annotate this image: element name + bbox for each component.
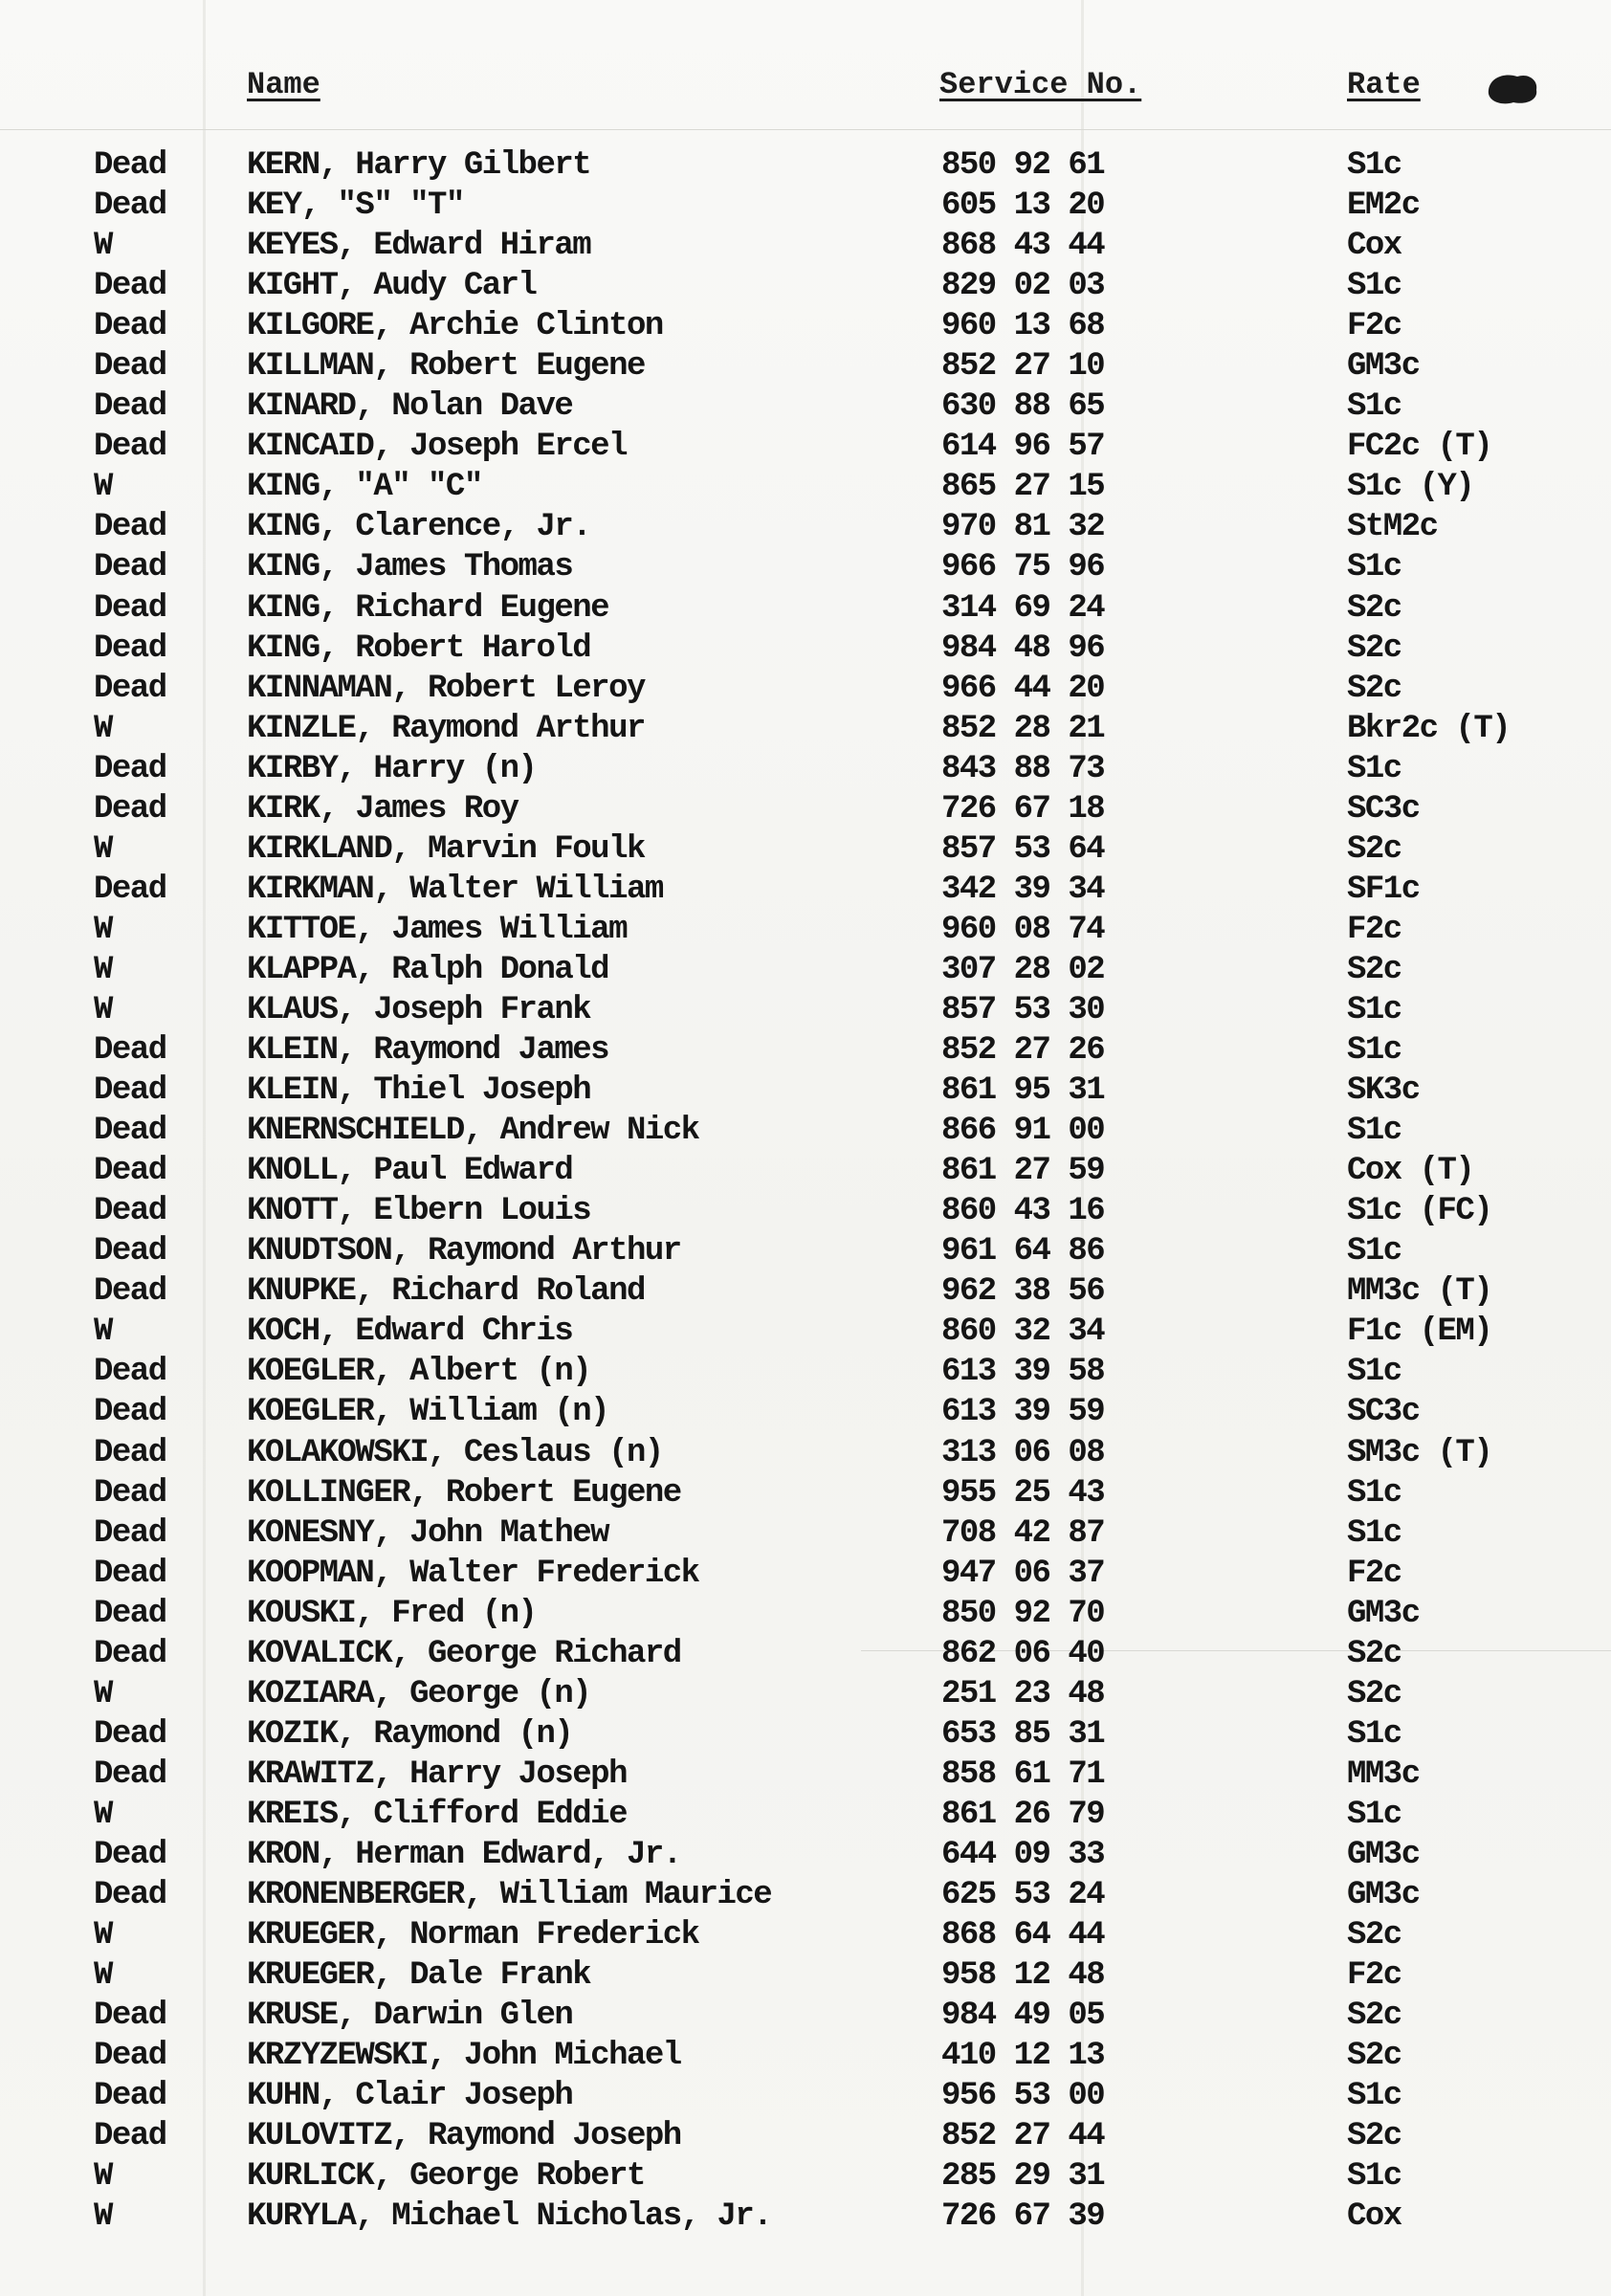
status-cell: Dead <box>94 1193 166 1230</box>
service-no-cell: 861 26 79 <box>941 1796 1105 1833</box>
service-no-cell: 850 92 70 <box>941 1595 1105 1632</box>
service-no-cell: 644 09 33 <box>941 1836 1105 1873</box>
service-no-cell: 858 61 71 <box>941 1755 1105 1793</box>
rate-cell: FC2c (T) <box>1347 429 1492 466</box>
service-no-cell: 342 39 34 <box>941 871 1105 908</box>
service-no-cell: 966 44 20 <box>941 670 1105 707</box>
table-row <box>0 1513 1611 1554</box>
name-cell: KOVALICK, George Richard <box>247 1635 681 1672</box>
service-no-cell: 984 48 96 <box>941 629 1105 667</box>
status-cell: Dead <box>94 1877 166 1914</box>
rate-cell: S2c <box>1347 1917 1401 1954</box>
status-cell: Dead <box>94 1836 166 1873</box>
rate-cell: SF1c <box>1347 871 1420 908</box>
rate-cell: S2c <box>1347 1635 1401 1672</box>
ink-blot-icon <box>1485 71 1540 107</box>
table-row <box>0 1111 1611 1151</box>
name-cell: KEY, "S" "T" <box>247 188 464 225</box>
table-row <box>0 990 1611 1030</box>
table-row <box>0 1030 1611 1071</box>
status-cell: Dead <box>94 670 166 707</box>
name-cell: KNUDTSON, Raymond Arthur <box>247 1233 681 1270</box>
status-cell: Dead <box>94 1394 166 1431</box>
table-row <box>0 1714 1611 1755</box>
name-cell: KING, Richard Eugene <box>247 589 609 627</box>
table-row <box>0 386 1611 427</box>
name-cell: KIRKMAN, Walter William <box>247 871 663 908</box>
name-cell: KOEGLER, William (n) <box>247 1394 609 1431</box>
service-no-cell: 613 39 59 <box>941 1394 1105 1431</box>
table-row <box>0 467 1611 507</box>
name-cell: KLEIN, Thiel Joseph <box>247 1072 591 1110</box>
table-row <box>0 950 1611 990</box>
rate-cell: GM3c <box>1347 348 1420 386</box>
rate-cell: S2c <box>1347 670 1401 707</box>
service-no-cell: 251 23 48 <box>941 1675 1105 1712</box>
table-row <box>0 427 1611 467</box>
table-row <box>0 1071 1611 1111</box>
name-cell: KOLAKOWSKI, Ceslaus (n) <box>247 1434 663 1471</box>
name-cell: KING, Robert Harold <box>247 629 591 667</box>
column-header-service-no: Service No. <box>939 67 1142 102</box>
table-header <box>0 67 1611 115</box>
name-cell: KOOPMAN, Walter Frederick <box>247 1555 699 1592</box>
status-cell: Dead <box>94 750 166 787</box>
table-row <box>0 1594 1611 1634</box>
rate-cell: F2c <box>1347 1957 1401 1995</box>
name-cell: KNOTT, Elbern Louis <box>247 1193 591 1230</box>
status-cell: W <box>94 1917 112 1954</box>
rate-cell: S1c <box>1347 1113 1401 1150</box>
table-row <box>0 1996 1611 2036</box>
service-no-cell: 970 81 32 <box>941 509 1105 546</box>
service-no-cell: 865 27 15 <box>941 469 1105 506</box>
service-no-cell: 843 88 73 <box>941 750 1105 787</box>
name-cell: KRZYZEWSKI, John Michael <box>247 2038 681 2075</box>
rate-cell: F2c <box>1347 911 1401 948</box>
service-no-cell: 868 64 44 <box>941 1917 1105 1954</box>
table-row <box>0 1875 1611 1915</box>
rate-cell: GM3c <box>1347 1595 1420 1632</box>
ruled-line <box>0 129 1611 130</box>
status-cell: Dead <box>94 1635 166 1672</box>
name-cell: KEYES, Edward Hiram <box>247 228 591 265</box>
rate-cell: S1c <box>1347 2078 1401 2115</box>
rate-cell: EM2c <box>1347 188 1420 225</box>
table-row <box>0 1271 1611 1312</box>
table-row <box>0 1392 1611 1432</box>
status-cell: Dead <box>94 871 166 908</box>
name-cell: KUHN, Clair Joseph <box>247 2078 573 2115</box>
rate-cell: GM3c <box>1347 1836 1420 1873</box>
rate-cell: SK3c <box>1347 1072 1420 1110</box>
name-cell: KOCH, Edward Chris <box>247 1314 573 1351</box>
status-cell: Dead <box>94 1273 166 1311</box>
rate-cell: SM3c (T) <box>1347 1434 1492 1471</box>
status-cell: W <box>94 2198 112 2236</box>
table-row <box>0 1231 1611 1271</box>
service-no-cell: 860 32 34 <box>941 1314 1105 1351</box>
rate-cell: S1c <box>1347 1233 1401 1270</box>
service-no-cell: 314 69 24 <box>941 589 1105 627</box>
table-row <box>0 1312 1611 1352</box>
rate-cell: S1c <box>1347 147 1401 184</box>
service-no-cell: 630 88 65 <box>941 388 1105 426</box>
table-row <box>0 186 1611 226</box>
rate-cell: S1c <box>1347 750 1401 787</box>
table-row <box>0 1755 1611 1795</box>
rate-cell: S1c <box>1347 1032 1401 1070</box>
table-row <box>0 2076 1611 2116</box>
status-cell: Dead <box>94 1434 166 1471</box>
name-cell: KULOVITZ, Raymond Joseph <box>247 2118 681 2155</box>
rate-cell: Cox <box>1347 228 1401 265</box>
status-cell: W <box>94 1314 112 1351</box>
status-cell: Dead <box>94 1153 166 1190</box>
name-cell: KING, James Thomas <box>247 549 573 586</box>
service-no-cell: 307 28 02 <box>941 951 1105 988</box>
service-no-cell: 960 13 68 <box>941 308 1105 345</box>
status-cell: Dead <box>94 147 166 184</box>
table-row <box>0 346 1611 386</box>
table-row <box>0 2116 1611 2156</box>
rate-cell: S2c <box>1347 2038 1401 2075</box>
name-cell: KOZIARA, George (n) <box>247 1675 591 1712</box>
rate-cell: S1c (Y) <box>1347 469 1474 506</box>
table-row <box>0 709 1611 749</box>
rate-cell: S2c <box>1347 830 1401 868</box>
rate-cell: S1c <box>1347 268 1401 305</box>
rate-cell: S2c <box>1347 1998 1401 2035</box>
name-cell: KRUSE, Darwin Glen <box>247 1998 573 2035</box>
status-cell: W <box>94 830 112 868</box>
table-row <box>0 1352 1611 1392</box>
service-no-cell: 726 67 18 <box>941 790 1105 828</box>
table-row <box>0 829 1611 870</box>
table-row <box>0 910 1611 950</box>
status-cell: W <box>94 2158 112 2196</box>
name-cell: KIRKLAND, Marvin Foulk <box>247 830 645 868</box>
name-cell: KURLICK, George Robert <box>247 2158 645 2196</box>
status-cell: Dead <box>94 388 166 426</box>
rate-cell: S1c <box>1347 1354 1401 1391</box>
status-cell: W <box>94 469 112 506</box>
rate-cell: F2c <box>1347 308 1401 345</box>
rate-cell: S1c <box>1347 1514 1401 1552</box>
status-cell: Dead <box>94 1032 166 1070</box>
status-cell: Dead <box>94 1755 166 1793</box>
service-no-cell: 852 27 44 <box>941 2118 1105 2155</box>
service-no-cell: 852 27 26 <box>941 1032 1105 1070</box>
service-no-cell: 605 13 20 <box>941 188 1105 225</box>
rate-cell: S2c <box>1347 1675 1401 1712</box>
name-cell: KRON, Herman Edward, Jr. <box>247 1836 681 1873</box>
rate-cell: S1c (FC) <box>1347 1193 1492 1230</box>
table-row <box>0 669 1611 709</box>
name-cell: KILLMAN, Robert Eugene <box>247 348 645 386</box>
service-no-cell: 947 06 37 <box>941 1555 1105 1592</box>
status-cell: Dead <box>94 2078 166 2115</box>
name-cell: KOZIK, Raymond (n) <box>247 1715 573 1753</box>
table-row <box>0 870 1611 910</box>
status-cell: W <box>94 1796 112 1833</box>
name-cell: KOEGLER, Albert (n) <box>247 1354 591 1391</box>
table-row <box>0 266 1611 306</box>
table-row <box>0 1433 1611 1473</box>
status-cell: W <box>94 1957 112 1995</box>
name-cell: KLEIN, Raymond James <box>247 1032 609 1070</box>
table-row <box>0 789 1611 829</box>
service-no-cell: 862 06 40 <box>941 1635 1105 1672</box>
status-cell: Dead <box>94 549 166 586</box>
table-row <box>0 1674 1611 1714</box>
table-row <box>0 1151 1611 1191</box>
name-cell: KILGORE, Archie Clinton <box>247 308 663 345</box>
table-row <box>0 1473 1611 1513</box>
rate-cell: F1c (EM) <box>1347 1314 1492 1351</box>
name-cell: KRUEGER, Dale Frank <box>247 1957 591 1995</box>
table-row <box>0 2156 1611 2197</box>
name-cell: KINNAMAN, Robert Leroy <box>247 670 645 707</box>
table-row <box>0 588 1611 629</box>
service-no-cell: 613 39 58 <box>941 1354 1105 1391</box>
name-cell: KNOLL, Paul Edward <box>247 1153 573 1190</box>
service-no-cell: 866 91 00 <box>941 1113 1105 1150</box>
status-cell: Dead <box>94 308 166 345</box>
status-cell: W <box>94 911 112 948</box>
rate-cell: Bkr2c (T) <box>1347 710 1511 747</box>
table-row <box>0 226 1611 266</box>
rate-cell: S2c <box>1347 629 1401 667</box>
name-cell: KINCAID, Joseph Ercel <box>247 429 627 466</box>
rate-cell: F2c <box>1347 1555 1401 1592</box>
service-no-cell: 962 38 56 <box>941 1273 1105 1311</box>
rate-cell: S1c <box>1347 1474 1401 1512</box>
status-cell: W <box>94 228 112 265</box>
status-cell: Dead <box>94 1354 166 1391</box>
status-cell: Dead <box>94 589 166 627</box>
table-row <box>0 749 1611 789</box>
table-row <box>0 1191 1611 1231</box>
name-cell: KING, "A" "C" <box>247 469 482 506</box>
name-cell: KNERNSCHIELD, Andrew Nick <box>247 1113 699 1150</box>
service-no-cell: 984 49 05 <box>941 1998 1105 2035</box>
status-cell: Dead <box>94 1514 166 1552</box>
rate-cell: SC3c <box>1347 790 1420 828</box>
status-cell: W <box>94 1675 112 1712</box>
name-cell: KONESNY, John Mathew <box>247 1514 609 1552</box>
service-no-cell: 861 27 59 <box>941 1153 1105 1190</box>
rate-cell: StM2c <box>1347 509 1438 546</box>
table-row <box>0 1554 1611 1594</box>
name-cell: KING, Clarence, Jr. <box>247 509 591 546</box>
name-cell: KOUSKI, Fred (n) <box>247 1595 537 1632</box>
service-no-cell: 829 02 03 <box>941 268 1105 305</box>
name-cell: KERN, Harry Gilbert <box>247 147 591 184</box>
name-cell: KINZLE, Raymond Arthur <box>247 710 645 747</box>
rate-cell: S1c <box>1347 549 1401 586</box>
service-no-cell: 285 29 31 <box>941 2158 1105 2196</box>
table-row <box>0 145 1611 186</box>
service-no-cell: 852 28 21 <box>941 710 1105 747</box>
status-cell: Dead <box>94 509 166 546</box>
name-cell: KIGHT, Audy Carl <box>247 268 537 305</box>
table-row <box>0 629 1611 669</box>
service-no-cell: 860 43 16 <box>941 1193 1105 1230</box>
status-cell: Dead <box>94 2118 166 2155</box>
rate-cell: S2c <box>1347 951 1401 988</box>
table-row <box>0 1915 1611 1955</box>
service-no-cell: 852 27 10 <box>941 348 1105 386</box>
status-cell: Dead <box>94 1998 166 2035</box>
table-row <box>0 547 1611 587</box>
name-cell: KRAWITZ, Harry Joseph <box>247 1755 627 1793</box>
status-cell: Dead <box>94 1233 166 1270</box>
service-no-cell: 956 53 00 <box>941 2078 1105 2115</box>
name-cell: KITTOE, James William <box>247 911 627 948</box>
status-cell: Dead <box>94 1595 166 1632</box>
name-cell: KNUPKE, Richard Roland <box>247 1273 645 1311</box>
rate-cell: S2c <box>1347 2118 1401 2155</box>
column-header-rate: Rate <box>1347 67 1421 102</box>
name-cell: KIRK, James Roy <box>247 790 519 828</box>
service-no-cell: 313 06 08 <box>941 1434 1105 1471</box>
rate-cell: S1c <box>1347 388 1401 426</box>
name-cell: KREIS, Clifford Eddie <box>247 1796 627 1833</box>
status-cell: W <box>94 991 112 1028</box>
service-no-cell: 960 08 74 <box>941 911 1105 948</box>
status-cell: Dead <box>94 1715 166 1753</box>
table-row <box>0 1835 1611 1875</box>
name-cell: KLAPPA, Ralph Donald <box>247 951 609 988</box>
status-cell: Dead <box>94 429 166 466</box>
rate-cell: S2c <box>1347 589 1401 627</box>
name-cell: KURYLA, Michael Nicholas, Jr. <box>247 2198 772 2236</box>
service-no-cell: 955 25 43 <box>941 1474 1105 1512</box>
rate-cell: Cox (T) <box>1347 1153 1474 1190</box>
service-no-cell: 961 64 86 <box>941 1233 1105 1270</box>
rate-cell: MM3c <box>1347 1755 1420 1793</box>
status-cell: Dead <box>94 1072 166 1110</box>
service-no-cell: 653 85 31 <box>941 1715 1105 1753</box>
table-row <box>0 1634 1611 1674</box>
rate-cell: S1c <box>1347 991 1401 1028</box>
rate-cell: S1c <box>1347 2158 1401 2196</box>
status-cell: Dead <box>94 1113 166 1150</box>
service-no-cell: 850 92 61 <box>941 147 1105 184</box>
status-cell: Dead <box>94 2038 166 2075</box>
name-cell: KRUEGER, Norman Frederick <box>247 1917 699 1954</box>
column-header-name: Name <box>247 67 320 102</box>
table-row <box>0 306 1611 346</box>
rate-cell: S1c <box>1347 1796 1401 1833</box>
service-no-cell: 614 96 57 <box>941 429 1105 466</box>
service-no-cell: 857 53 64 <box>941 830 1105 868</box>
status-cell: Dead <box>94 790 166 828</box>
service-no-cell: 857 53 30 <box>941 991 1105 1028</box>
service-no-cell: 410 12 13 <box>941 2038 1105 2075</box>
table-row <box>0 2036 1611 2076</box>
rate-cell: MM3c (T) <box>1347 1273 1492 1311</box>
status-cell: W <box>94 710 112 747</box>
name-cell: KIRBY, Harry (n) <box>247 750 537 787</box>
rate-cell: GM3c <box>1347 1877 1420 1914</box>
service-no-cell: 966 75 96 <box>941 549 1105 586</box>
rate-cell: SC3c <box>1347 1394 1420 1431</box>
status-cell: Dead <box>94 348 166 386</box>
status-cell: Dead <box>94 188 166 225</box>
service-no-cell: 726 67 39 <box>941 2198 1105 2236</box>
name-cell: KLAUS, Joseph Frank <box>247 991 591 1028</box>
service-no-cell: 861 95 31 <box>941 1072 1105 1110</box>
roster-table <box>0 145 1611 2237</box>
name-cell: KOLLINGER, Robert Eugene <box>247 1474 681 1512</box>
service-no-cell: 868 43 44 <box>941 228 1105 265</box>
status-cell: Dead <box>94 1474 166 1512</box>
service-no-cell: 958 12 48 <box>941 1957 1105 1995</box>
table-row <box>0 507 1611 547</box>
status-cell: Dead <box>94 629 166 667</box>
name-cell: KINARD, Nolan Dave <box>247 388 573 426</box>
status-cell: Dead <box>94 268 166 305</box>
service-no-cell: 625 53 24 <box>941 1877 1105 1914</box>
status-cell: W <box>94 951 112 988</box>
table-row <box>0 2197 1611 2237</box>
rate-cell: S1c <box>1347 1715 1401 1753</box>
rate-cell: Cox <box>1347 2198 1401 2236</box>
status-cell: Dead <box>94 1555 166 1592</box>
table-row <box>0 1795 1611 1835</box>
service-no-cell: 708 42 87 <box>941 1514 1105 1552</box>
name-cell: KRONENBERGER, William Maurice <box>247 1877 772 1914</box>
table-row <box>0 1955 1611 1996</box>
